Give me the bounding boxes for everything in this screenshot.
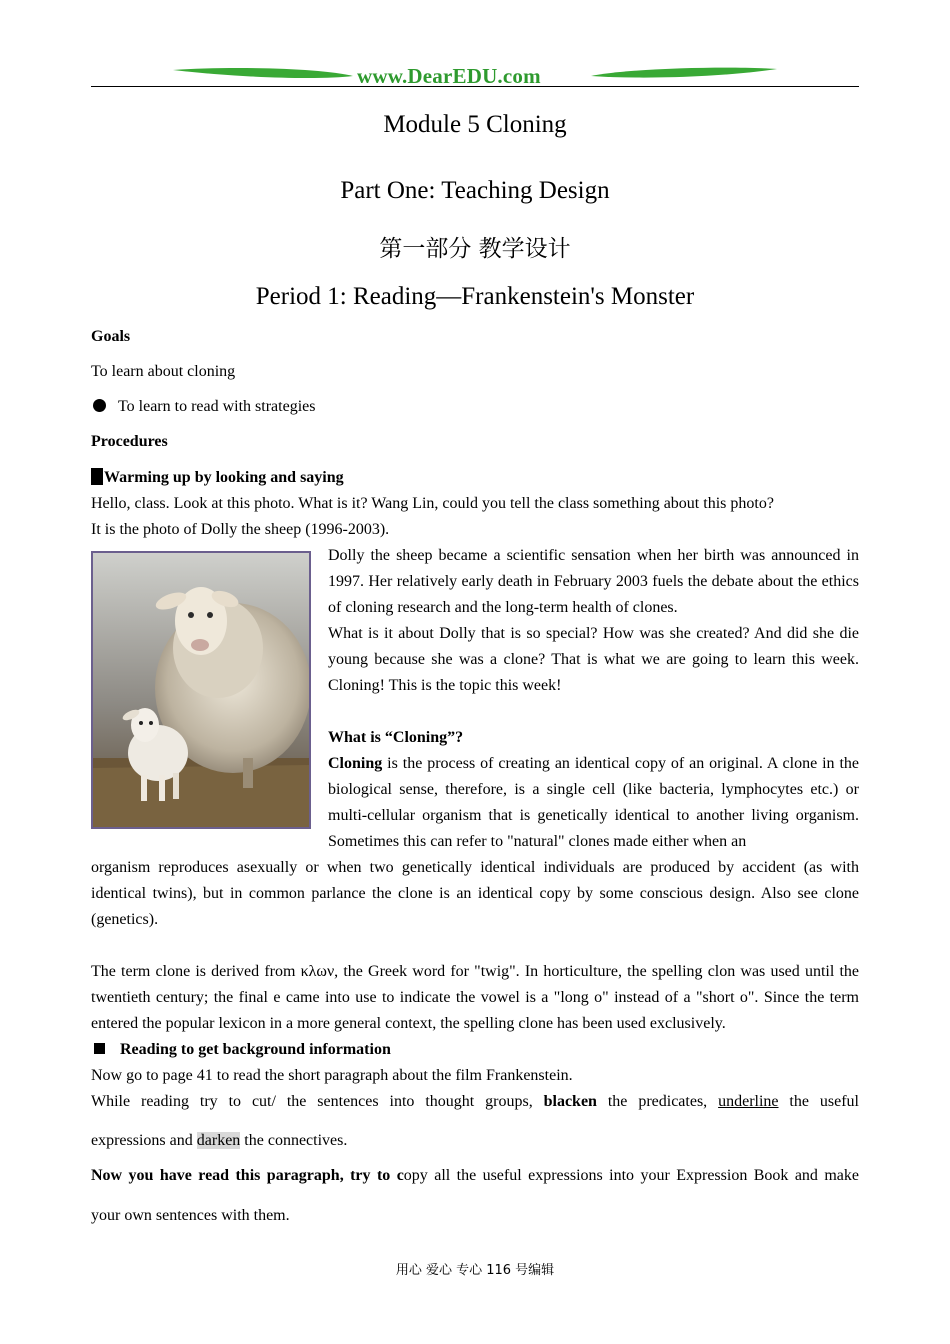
blank-line	[328, 699, 859, 725]
cloning-definition-continued	[91, 855, 859, 933]
reading-line-4-rest: opy all the useful expressions into your Expression Book and make	[403, 1167, 859, 1184]
goal-item-2	[91, 394, 859, 420]
cloning-continued-text: organism reproduces asexually or when two genetically identical individuals are produced by accident (as with identical twins), but in common parlance the clone is an identical copy by some conscious design. Also see clone (genetics).	[91, 859, 859, 928]
page-header	[91, 62, 859, 90]
period-title: Period 1: Reading—Frankenstein's Monster	[255, 283, 695, 310]
warming-line-1: Hello, class. Look at this photo. What is it? Wang Lin, could you tell the class something about this photo?	[91, 495, 774, 512]
reading-line-5: your own sentences with them.	[91, 1207, 290, 1224]
cloning-definition-text: is the process of creating an identical copy of an original. A clone in the biological sense, therefore, is a single cell (like bacteria, lymphocytes etc.) or multi-cellular organism that is genetically identical to another living organism. Sometimes this can refer to "natural" clones made either when an	[328, 755, 859, 850]
warming-line-2: It is the photo of Dolly the sheep (1996-2003).	[91, 521, 390, 538]
header-rule	[91, 86, 859, 87]
part-title: Part One: Teaching Design	[340, 177, 610, 204]
dolly-text-column	[328, 543, 859, 855]
procedures-heading: Procedures	[91, 433, 168, 450]
goal-item-1: To learn about cloning	[91, 363, 236, 380]
dolly-paragraph-1: Dolly the sheep became a scientific sensation when her birth was announced in 1997. Her relatively early death in February 2003 fuels the debate about the ethics of cloning research and the long-term health of clones.	[328, 547, 859, 616]
goals-heading: Goals	[91, 328, 131, 345]
reading-line-2-part-a: While reading try to cut/ the sentences into thought groups,	[91, 1093, 544, 1110]
reading-line-3-part-b: the connectives.	[240, 1132, 348, 1149]
module-title: Module 5 Cloning	[383, 111, 567, 138]
reading-line-2-part-b: the predicates,	[596, 1093, 719, 1110]
dolly-sheep-photo	[91, 551, 311, 829]
page-footer: 用心 爱心 专心 116 号编辑	[395, 1263, 555, 1278]
reading-line-3-part-a: expressions and	[91, 1132, 197, 1149]
word-darken: darken	[196, 1132, 241, 1149]
warming-up-heading-text: Warming up by looking and saying	[104, 469, 344, 486]
goal-item-2-text: To learn to read with strategies	[118, 398, 316, 415]
cloning-term: Cloning	[328, 755, 383, 772]
warming-up-heading	[91, 465, 859, 491]
word-underline: underline	[718, 1093, 779, 1110]
reading-line-1: Now go to page 41 to read the short paragraph about the film Frankenstein.	[91, 1067, 573, 1084]
reading-heading	[91, 1037, 859, 1063]
reading-heading-text: Reading to get background information	[120, 1041, 391, 1058]
reading-line-2	[91, 1089, 859, 1115]
square-bullet-icon	[94, 1043, 105, 1054]
reading-line-2-part-c: the useful	[778, 1093, 859, 1110]
bullet-icon	[93, 399, 106, 412]
word-blacken: blacken	[543, 1093, 597, 1110]
square-bullet-icon	[91, 468, 103, 485]
reading-line-3	[91, 1128, 859, 1154]
cloning-definition-paragraph	[328, 751, 859, 855]
part-title-chinese: 第一部分 教学设计	[379, 236, 571, 262]
term-origin-text: The term clone is derived from κλων, the Greek word for "twig". In horticulture, the spelling clon was used until the twentieth century; the final e came into use to indicate the vowel is a "long o" instead of a "short o". Since the term entered the popular lexicon in a more general context, the spelling clone has been used exclusively.	[91, 963, 859, 1032]
reading-line-4	[91, 1163, 859, 1189]
dolly-paragraph-2: What is it about Dolly that is so special? How was she created? And did she die young because she was a clone? That is what we are going to learn this week. Cloning! This is the topic this week!	[328, 625, 859, 694]
what-is-cloning-heading: What is “Cloning”?	[328, 729, 464, 746]
term-origin-paragraph	[91, 959, 859, 1037]
site-logo-text: www.DearEDU.com	[357, 64, 541, 88]
reading-line-4-bold: Now you have read this paragraph, try to c	[91, 1167, 404, 1184]
dolly-sheep-illustration	[93, 553, 309, 827]
